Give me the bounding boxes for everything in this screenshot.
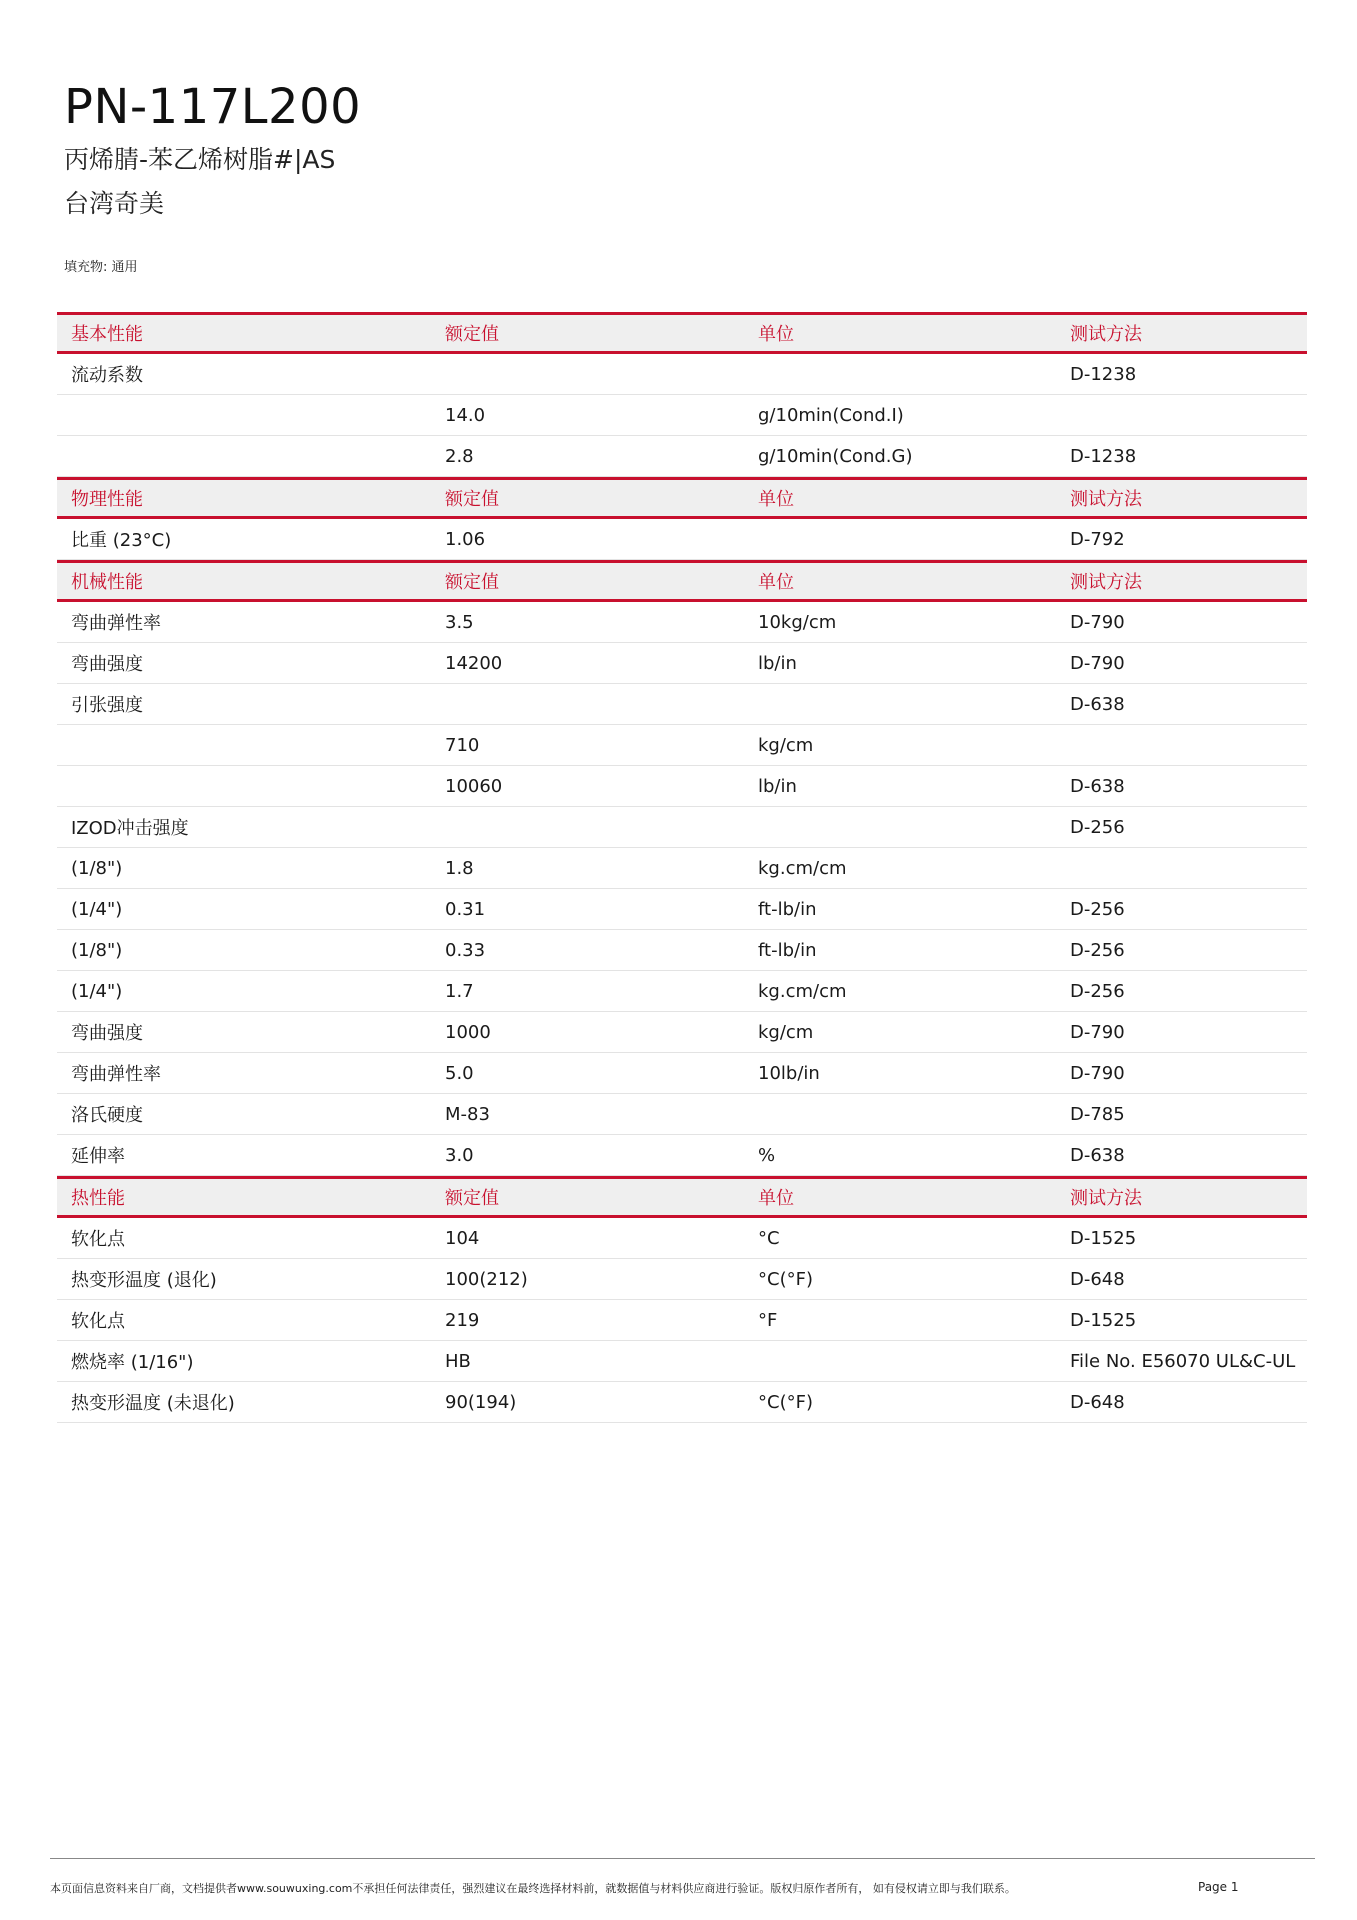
section-header-value: 额定值 xyxy=(445,1188,499,1209)
table-row xyxy=(57,354,1307,395)
table-row xyxy=(57,1094,1307,1135)
cell-value: 219 xyxy=(445,1309,480,1331)
section-header-test-method: 测试方法 xyxy=(1070,572,1142,593)
cell-value: 0.31 xyxy=(445,898,486,920)
cell-test-method: D-256 xyxy=(1070,816,1125,838)
cell-test-method: D-790 xyxy=(1070,652,1125,674)
section-header-property: 基本性能 xyxy=(71,324,143,345)
section-header-unit: 单位 xyxy=(758,572,794,593)
table-row xyxy=(57,436,1307,477)
footer-divider xyxy=(50,1858,1315,1859)
table-row xyxy=(57,519,1307,560)
section-header-property: 机械性能 xyxy=(71,572,143,593)
cell-test-method: File No. E56070 UL&C-UL xyxy=(1070,1350,1296,1372)
cell-test-method: D-1238 xyxy=(1070,445,1137,467)
section-header-test-method: 测试方法 xyxy=(1070,1188,1142,1209)
section-header xyxy=(57,312,1307,354)
cell-unit: 10kg/cm xyxy=(758,611,837,633)
cell-unit: g/10min(Cond.G) xyxy=(758,445,913,467)
cell-value: 90(194) xyxy=(445,1391,517,1413)
table-row xyxy=(57,1341,1307,1382)
cell-value: 14200 xyxy=(445,652,503,674)
cell-value: 1.8 xyxy=(445,857,474,879)
cell-value: 0.33 xyxy=(445,939,486,961)
cell-value: 1.7 xyxy=(445,980,474,1002)
cell-unit: lb/in xyxy=(758,652,797,674)
table-row xyxy=(57,766,1307,807)
table-row xyxy=(57,1053,1307,1094)
page-number: Page 1 xyxy=(1198,1880,1239,1894)
cell-unit: ft-lb/in xyxy=(758,939,817,961)
manufacturer: 台湾奇美 xyxy=(64,189,165,218)
table-row xyxy=(57,395,1307,436)
cell-test-method: D-638 xyxy=(1070,693,1125,715)
cell-property: 软化点 xyxy=(71,1229,125,1250)
cell-property: 弯曲强度 xyxy=(71,1023,143,1044)
cell-value: 14.0 xyxy=(445,404,486,426)
cell-property: 燃烧率 (1/16") xyxy=(71,1352,194,1373)
cell-property: 软化点 xyxy=(71,1311,125,1332)
cell-unit: 10lb/in xyxy=(758,1062,820,1084)
table-row xyxy=(57,848,1307,889)
cell-property: 引张强度 xyxy=(71,695,143,716)
cell-test-method: D-638 xyxy=(1070,1144,1125,1166)
section-header-value: 额定值 xyxy=(445,572,499,593)
table-row xyxy=(57,807,1307,848)
footer-disclaimer: 本页面信息资料来自厂商，文档提供者www.souwuxing.com不承担任何法律责任，强烈建议在最终选择材料前，就数据值与材料供应商进行验证。版权归原作者所有， 如有侵权请立即与我们联系。 xyxy=(50,1882,1016,1895)
cell-unit: kg/cm xyxy=(758,1021,814,1043)
cell-value: 100(212) xyxy=(445,1268,528,1290)
cell-property: 流动系数 xyxy=(71,365,143,386)
cell-property: 比重 (23°C) xyxy=(71,530,172,551)
cell-property: (1/4") xyxy=(71,898,123,920)
cell-unit: kg.cm/cm xyxy=(758,980,847,1002)
cell-value: 1000 xyxy=(445,1021,491,1043)
spec-table xyxy=(57,312,1307,1423)
cell-property: 热变形温度 (退化) xyxy=(71,1270,217,1291)
cell-value: 3.0 xyxy=(445,1144,474,1166)
cell-unit: kg.cm/cm xyxy=(758,857,847,879)
table-row xyxy=(57,889,1307,930)
table-row xyxy=(57,1135,1307,1176)
cell-unit: % xyxy=(758,1144,776,1166)
cell-value: M-83 xyxy=(445,1103,490,1125)
cell-unit: g/10min(Cond.I) xyxy=(758,404,904,426)
cell-value: 2.8 xyxy=(445,445,474,467)
cell-value: 3.5 xyxy=(445,611,474,633)
cell-property: 热变形温度 (未退化) xyxy=(71,1393,235,1414)
material-type: 丙烯腈-苯乙烯树脂#|AS xyxy=(64,145,336,174)
cell-unit: °C(°F) xyxy=(758,1391,813,1413)
section-header-value: 额定值 xyxy=(445,324,499,345)
cell-property: (1/4") xyxy=(71,980,123,1002)
cell-unit: lb/in xyxy=(758,775,797,797)
cell-unit: kg/cm xyxy=(758,734,814,756)
table-row xyxy=(57,1300,1307,1341)
filler-label: 填充物: 通用 xyxy=(64,260,138,275)
table-row xyxy=(57,1218,1307,1259)
cell-test-method: D-256 xyxy=(1070,939,1125,961)
section-header-unit: 单位 xyxy=(758,489,794,510)
section-header-value: 额定值 xyxy=(445,489,499,510)
cell-property: IZOD冲击强度 xyxy=(71,818,189,839)
table-row xyxy=(57,1259,1307,1300)
cell-test-method: D-790 xyxy=(1070,1021,1125,1043)
cell-test-method: D-785 xyxy=(1070,1103,1125,1125)
cell-property: (1/8") xyxy=(71,939,123,961)
table-row xyxy=(57,684,1307,725)
cell-property: 弯曲强度 xyxy=(71,654,143,675)
section-header xyxy=(57,560,1307,602)
cell-unit: °C xyxy=(758,1227,780,1249)
section-header-test-method: 测试方法 xyxy=(1070,489,1142,510)
cell-property: 洛氏硬度 xyxy=(71,1105,143,1126)
cell-test-method: D-638 xyxy=(1070,775,1125,797)
table-row xyxy=(57,725,1307,766)
cell-value: HB xyxy=(445,1350,471,1372)
cell-property: 延伸率 xyxy=(71,1146,125,1167)
section-header xyxy=(57,477,1307,519)
table-row xyxy=(57,930,1307,971)
cell-property: (1/8") xyxy=(71,857,123,879)
cell-value: 10060 xyxy=(445,775,503,797)
section-header-property: 热性能 xyxy=(71,1188,125,1209)
cell-test-method: D-790 xyxy=(1070,611,1125,633)
cell-test-method: D-256 xyxy=(1070,980,1125,1002)
table-row xyxy=(57,643,1307,684)
document-header xyxy=(64,78,361,226)
cell-test-method: D-1525 xyxy=(1070,1309,1137,1331)
section-header-property: 物理性能 xyxy=(71,489,143,510)
cell-test-method: D-256 xyxy=(1070,898,1125,920)
table-row xyxy=(57,602,1307,643)
section-header-unit: 单位 xyxy=(758,324,794,345)
table-row xyxy=(57,971,1307,1012)
cell-test-method: D-792 xyxy=(1070,528,1125,550)
product-title: PN-117L200 xyxy=(64,79,362,135)
section-header-test-method: 测试方法 xyxy=(1070,324,1142,345)
table-row xyxy=(57,1382,1307,1423)
cell-unit: °F xyxy=(758,1309,778,1331)
cell-value: 5.0 xyxy=(445,1062,474,1084)
cell-test-method: D-1238 xyxy=(1070,363,1137,385)
cell-unit: ft-lb/in xyxy=(758,898,817,920)
cell-test-method: D-648 xyxy=(1070,1268,1125,1290)
cell-value: 104 xyxy=(445,1227,480,1249)
cell-value: 1.06 xyxy=(445,528,486,550)
cell-property: 弯曲弹性率 xyxy=(71,1064,161,1085)
table-row xyxy=(57,1012,1307,1053)
cell-test-method: D-790 xyxy=(1070,1062,1125,1084)
cell-property: 弯曲弹性率 xyxy=(71,613,161,634)
cell-test-method: D-648 xyxy=(1070,1391,1125,1413)
section-header xyxy=(57,1176,1307,1218)
cell-value: 710 xyxy=(445,734,480,756)
section-header-unit: 单位 xyxy=(758,1188,794,1209)
cell-unit: °C(°F) xyxy=(758,1268,813,1290)
cell-test-method: D-1525 xyxy=(1070,1227,1137,1249)
